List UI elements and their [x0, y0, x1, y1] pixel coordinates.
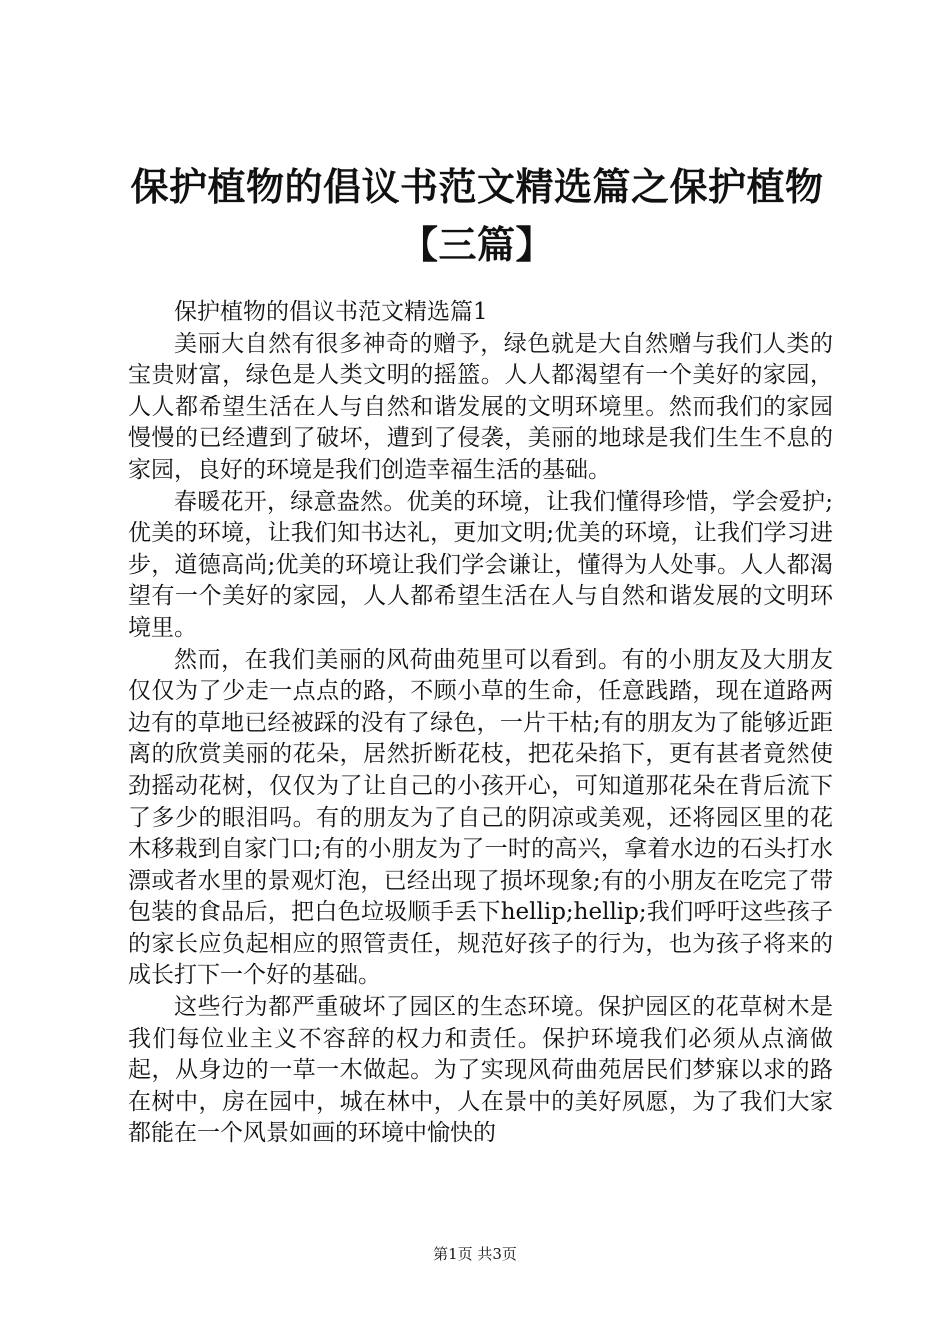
document-body [128, 297, 833, 1150]
page-footer: 第1页 共3页 [433, 1245, 517, 1263]
body-paragraph: 这些行为都严重破坏了园区的生态环境。保护园区的花草树木是我们每位业主义不容辞的权力和责任。保护环境我们必须从点滴做起，从身边的一草一木做起。为了实现风荷曲苑居民们梦寐以求的路在树中，房在园中，城在林中，人在景中的美好夙愿，为了我们大家都能在一个风景如画的环境中愉快的 [128, 994, 833, 1147]
document-title: 保护植物的倡议书范文精选篇之保护植物【三篇】 [130, 165, 824, 267]
body-paragraph: 春暖花开，绿意盎然。优美的环境，让我们懂得珍惜，学会爱护;优美的环境，让我们知书达礼，更加文明;优美的环境，让我们学习进步，道德高尚;优美的环境让我们学会谦让，懂得为人处事。人人都渴望有一个美好的家园，人人都希望生活在人与自然和谐发展的文明环境里。 [128, 488, 833, 641]
section-heading: 保护植物的倡议书范文精选篇1 [174, 299, 488, 325]
body-paragraph: 美丽大自然有很多神奇的赠予，绿色就是大自然赠与我们人类的宝贵财富，绿色是人类文明的摇篮。人人都渴望有一个美好的家园，人人都希望生活在人与自然和谐发展的文明环境里。然而我们的家园慢慢的已经遭到了破坏，遭到了侵袭，美丽的地球是我们生生不息的家园，良好的环境是我们创造幸福生活的基础。 [128, 330, 833, 483]
body-paragraph: 然而，在我们美丽的风荷曲苑里可以看到。有的小朋友及大朋友仅仅为了少走一点点的路，不顾小草的生命，任意践踏，现在道路两边有的草地已经被踩的没有了绿色，一片干枯;有的朋友为了能够近距离的欣赏美丽的花朵，居然折断花枝，把花朵掐下，更有甚者竟然使劲摇动花树，仅仅为了让自己的小孩开心，可知道那花朵在背后流下了多少的眼泪吗。有的朋友为了自己的阴凉或美观，还将园区里的花木移栽到自家门口;有的小朋友为了一时的高兴，拿着水边的石头打水漂或者水里的景观灯泡，已经出现了损坏现象;有的小朋友在吃完了带包装的食品后，把白色垃圾顺手丢下hellip;hellip;我们呼吁这些孩子的家长应负起相应的照管责任，规范好孩子的行为，也为孩子将来的成长打下一个好的基础。 [128, 646, 833, 989]
